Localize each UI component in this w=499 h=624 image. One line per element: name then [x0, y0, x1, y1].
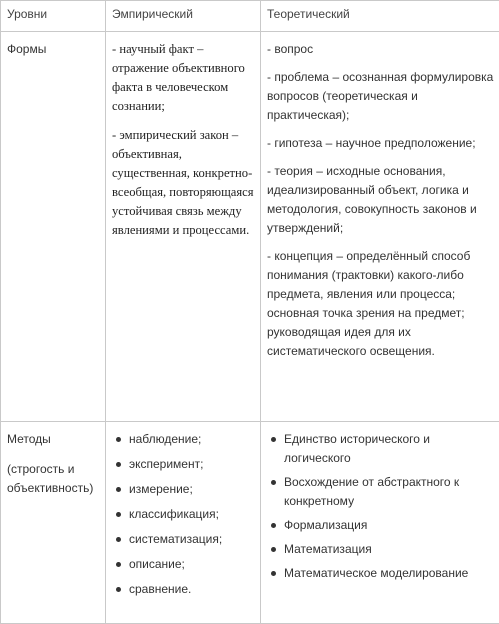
list-item: Математическое моделирование	[267, 564, 494, 583]
bullet-icon	[271, 571, 276, 576]
forms-theoretical-cell	[261, 32, 499, 422]
methods-row	[1, 421, 499, 623]
list-item: Единство исторического и логического	[267, 430, 494, 468]
forms-empirical-list	[106, 32, 260, 240]
forms-theoretical-item: - гипотеза – научное предположение;	[267, 136, 476, 151]
forms-empirical-cell	[106, 32, 261, 422]
methods-empirical-list	[112, 430, 254, 599]
list-item: Математизация	[267, 540, 494, 559]
methods-theoretical-list	[267, 430, 494, 583]
bullet-icon	[116, 562, 121, 567]
bullet-icon	[116, 537, 121, 542]
bullet-icon	[271, 437, 276, 442]
header-levels: Уровни	[7, 7, 48, 21]
header-cell-theoretical	[261, 1, 499, 32]
list-item: систематизация;	[112, 530, 254, 549]
header-empirical: Эмпирический	[112, 7, 193, 21]
bullet-icon	[116, 462, 121, 467]
list-item: наблюдение;	[112, 430, 254, 449]
list-item: эксперимент;	[112, 455, 254, 474]
bullet-icon	[271, 547, 276, 552]
forms-label-cell	[1, 32, 106, 422]
bullet-icon	[116, 512, 121, 517]
bullet-icon	[116, 487, 121, 492]
list-item: измерение;	[112, 480, 254, 499]
methods-note: (строгость и объективность)	[7, 461, 94, 495]
list-item: Восхождение от абстрактного к конкретному	[267, 473, 494, 511]
bullet-icon	[271, 480, 276, 485]
header-cell-empirical	[106, 1, 261, 32]
bullet-icon	[271, 523, 276, 528]
list-item: Формализация	[267, 516, 494, 535]
forms-label: Формы	[7, 42, 47, 57]
methods-theoretical-cell	[261, 421, 499, 623]
list-item: описание;	[112, 555, 254, 574]
forms-theoretical-list	[261, 32, 499, 361]
forms-empirical-item: - научный факт – отражение объективного факта в человеческом сознании;	[112, 42, 245, 114]
list-item: сравнение.	[112, 580, 254, 599]
bullet-icon	[116, 437, 121, 442]
forms-row	[1, 32, 499, 422]
forms-theoretical-item: - проблема – осознанная формулировка вопросов (теоретическая и практическая);	[267, 70, 494, 123]
forms-empirical-item: - эмпирический закон – объективная, существенная, конкретно-всеобщая, повторяющаяся устойчивая связь между явлениями и процессами.	[112, 128, 254, 238]
header-theoretical: Теоретический	[267, 7, 350, 21]
list-item: классификация;	[112, 505, 254, 524]
methods-empirical-cell	[106, 421, 261, 623]
forms-theoretical-item: - концепция – определённый способ понимания (трактовки) какого-либо предмета, явления или процесса; основная точка зрения на предмет; руководящая идея для их систематического освещения.	[267, 249, 471, 359]
methods-label: Методы	[7, 431, 51, 446]
forms-theoretical-item: - вопрос	[267, 42, 314, 57]
header-cell-levels	[1, 1, 106, 32]
forms-theoretical-item: - теория – исходные основания, идеализированный объект, логика и методология, совокупность законов и утверждений;	[267, 164, 477, 236]
methods-label-cell	[1, 421, 106, 623]
header-row	[1, 1, 499, 32]
bullet-icon	[116, 587, 121, 592]
